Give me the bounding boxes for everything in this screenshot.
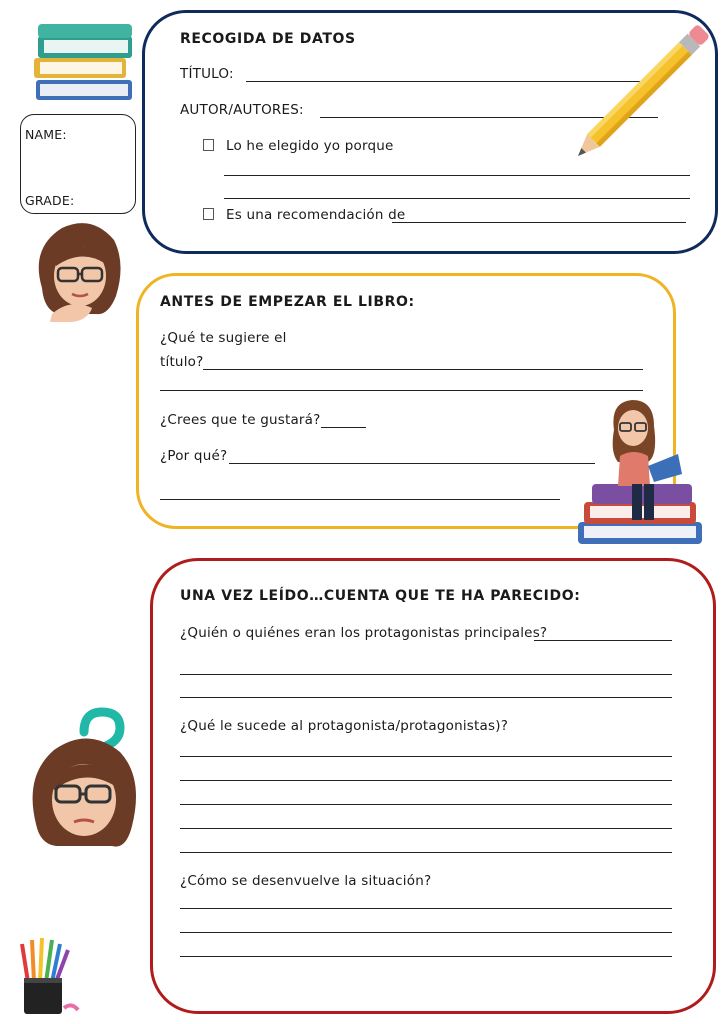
option-chosen-line-2[interactable] — [224, 198, 690, 199]
avatar-thinking-icon — [22, 218, 132, 322]
colored-pencils-icon — [14, 934, 84, 1018]
after-q2-answer-line-5[interactable] — [180, 852, 672, 853]
after-q1-answer-line-2[interactable] — [180, 697, 672, 698]
after-q3-answer-line-1[interactable] — [180, 908, 672, 909]
data-section-title: RECOGIDA DE DATOS — [180, 31, 356, 47]
before-q3-answer-line-2[interactable] — [160, 499, 560, 500]
after-q3-label: ¿Cómo se desenvuelve la situación? — [180, 873, 432, 889]
grade-label: GRADE: — [25, 193, 75, 208]
option-chosen-row — [203, 138, 394, 154]
after-q2-answer-line-4[interactable] — [180, 828, 672, 829]
autor-label: AUTOR/AUTORES: — [180, 102, 304, 118]
before-q1-answer-line-2[interactable] — [160, 390, 643, 391]
pencil-icon — [570, 22, 714, 162]
after-q2-answer-line-2[interactable] — [180, 780, 672, 781]
after-q2-answer-line-3[interactable] — [180, 804, 672, 805]
before-q1-line1: ¿Qué te sugiere el — [160, 330, 287, 346]
before-q1-answer-line-1[interactable] — [203, 369, 643, 370]
option-recommended-checkbox[interactable] — [203, 208, 214, 220]
before-q3-answer-line-1[interactable] — [229, 463, 595, 464]
books-stack-icon — [30, 18, 138, 106]
after-q2-label: ¿Qué le sucede al protagonista/protagonistas)? — [180, 718, 509, 734]
before-q1-line2: título? — [160, 354, 204, 370]
before-q2-label: ¿Crees que te gustará? — [160, 412, 321, 428]
after-q1-answer-line-1[interactable] — [180, 674, 672, 675]
avatar-question-icon — [22, 706, 152, 858]
student-info-box — [20, 114, 136, 214]
before-section-title: ANTES DE EMPEZAR EL LIBRO: — [160, 294, 415, 310]
before-q3-label: ¿Por qué? — [160, 448, 228, 464]
after-q3-answer-line-2[interactable] — [180, 932, 672, 933]
option-recommended-line[interactable] — [392, 222, 686, 223]
option-chosen-line-1[interactable] — [224, 175, 690, 176]
option-chosen-checkbox[interactable] — [203, 139, 214, 151]
after-q2-answer-line-1[interactable] — [180, 756, 672, 757]
option-chosen-label: Lo he elegido yo porque — [226, 138, 394, 154]
option-recommended-label: Es una recomendación de — [226, 207, 406, 223]
after-q1-answer-line-0[interactable] — [534, 640, 672, 641]
titulo-label: TÍTULO: — [180, 66, 234, 82]
after-q1-label: ¿Quién o quiénes eran los protagonistas principales? — [180, 625, 548, 641]
before-q2-answer-line[interactable] — [321, 427, 366, 428]
after-section-title: UNA VEZ LEÍDO…CUENTA QUE TE HA PARECIDO: — [180, 588, 581, 604]
name-label: NAME: — [25, 127, 67, 142]
avatar-reading-icon — [570, 396, 710, 552]
option-recommended-row — [203, 207, 405, 223]
after-q3-answer-line-3[interactable] — [180, 956, 672, 957]
